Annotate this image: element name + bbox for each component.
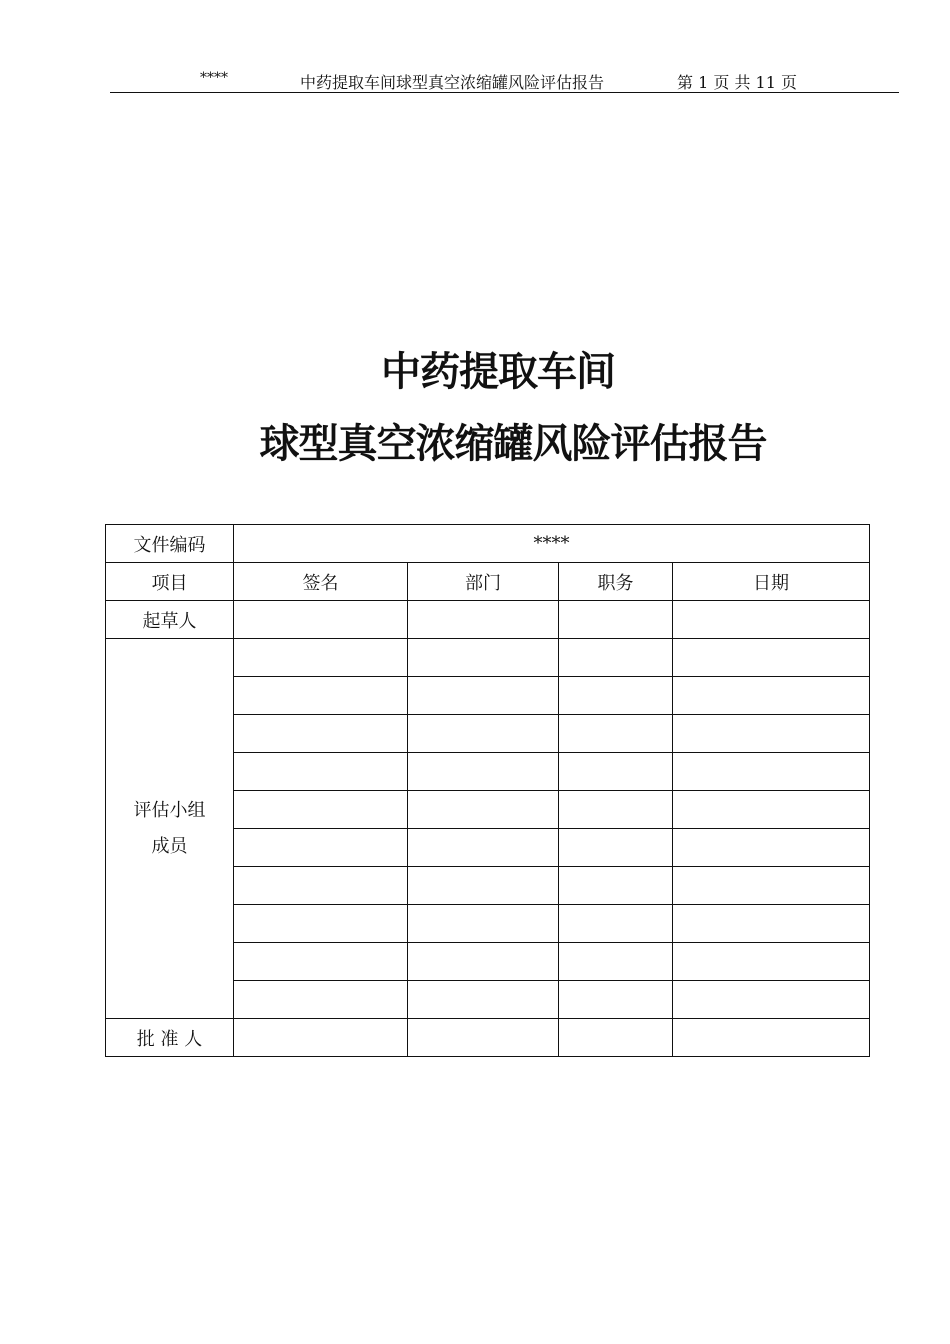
- member-department-cell[interactable]: [408, 753, 559, 791]
- table-row-team-member: [106, 639, 870, 677]
- member-date-cell[interactable]: [673, 639, 870, 677]
- member-position-cell[interactable]: [559, 905, 673, 943]
- header-page-info: 第 1 页 共 11 页: [677, 73, 797, 92]
- drafter-position-cell[interactable]: [559, 601, 673, 639]
- member-department-cell[interactable]: [408, 943, 559, 981]
- signature-table: [105, 524, 870, 1057]
- drafter-label: 起草人: [106, 601, 234, 639]
- member-position-cell[interactable]: [559, 791, 673, 829]
- member-department-cell[interactable]: [408, 981, 559, 1019]
- drafter-department-cell[interactable]: [408, 601, 559, 639]
- column-header-signature: 签名: [234, 563, 408, 601]
- document-title-line1: 中药提取车间: [381, 349, 615, 395]
- member-signature-cell[interactable]: [234, 905, 408, 943]
- member-department-cell[interactable]: [408, 677, 559, 715]
- column-header-position: 职务: [559, 563, 673, 601]
- member-signature-cell[interactable]: [234, 829, 408, 867]
- header-doc-title: 中药提取车间球型真空浓缩罐风险评估报告: [300, 73, 605, 92]
- column-header-department: 部门: [408, 563, 559, 601]
- team-members-label: [106, 639, 234, 1019]
- member-date-cell[interactable]: [673, 677, 870, 715]
- approver-position-cell[interactable]: [559, 1019, 673, 1057]
- member-date-cell[interactable]: [673, 867, 870, 905]
- member-signature-cell[interactable]: [234, 867, 408, 905]
- member-department-cell[interactable]: [408, 867, 559, 905]
- member-signature-cell[interactable]: [234, 981, 408, 1019]
- member-date-cell[interactable]: [673, 791, 870, 829]
- member-signature-cell[interactable]: [234, 791, 408, 829]
- column-header-item: 项目: [106, 563, 234, 601]
- member-date-cell[interactable]: [673, 829, 870, 867]
- member-position-cell[interactable]: [559, 867, 673, 905]
- member-department-cell[interactable]: [408, 791, 559, 829]
- member-date-cell[interactable]: [673, 943, 870, 981]
- member-position-cell[interactable]: [559, 753, 673, 791]
- table-row-approver: [106, 1019, 870, 1057]
- member-department-cell[interactable]: [408, 639, 559, 677]
- member-position-cell[interactable]: [559, 677, 673, 715]
- approver-department-cell[interactable]: [408, 1019, 559, 1057]
- document-title-line2: 球型真空浓缩罐风险评估报告: [259, 421, 767, 467]
- approver-signature-cell[interactable]: [234, 1019, 408, 1057]
- member-signature-cell[interactable]: [234, 715, 408, 753]
- member-position-cell[interactable]: [559, 943, 673, 981]
- member-date-cell[interactable]: [673, 715, 870, 753]
- team-label-line2: 成员: [151, 835, 188, 857]
- member-signature-cell[interactable]: [234, 639, 408, 677]
- table-row-drafter: [106, 601, 870, 639]
- page-header: [110, 66, 899, 93]
- file-code-label: 文件编码: [106, 525, 234, 563]
- file-code-value: ****: [234, 525, 870, 563]
- header-doc-code: ****: [200, 70, 228, 86]
- drafter-signature-cell[interactable]: [234, 601, 408, 639]
- member-department-cell[interactable]: [408, 905, 559, 943]
- table-header-row: [106, 563, 870, 601]
- approver-label: 批 准 人: [106, 1019, 234, 1057]
- member-department-cell[interactable]: [408, 829, 559, 867]
- member-position-cell[interactable]: [559, 829, 673, 867]
- member-department-cell[interactable]: [408, 715, 559, 753]
- member-date-cell[interactable]: [673, 905, 870, 943]
- member-signature-cell[interactable]: [234, 943, 408, 981]
- approver-date-cell[interactable]: [673, 1019, 870, 1057]
- column-header-date: 日期: [673, 563, 870, 601]
- member-date-cell[interactable]: [673, 981, 870, 1019]
- member-position-cell[interactable]: [559, 981, 673, 1019]
- member-signature-cell[interactable]: [234, 677, 408, 715]
- member-position-cell[interactable]: [559, 715, 673, 753]
- drafter-date-cell[interactable]: [673, 601, 870, 639]
- table-row-file-code: [106, 525, 870, 563]
- member-date-cell[interactable]: [673, 753, 870, 791]
- member-position-cell[interactable]: [559, 639, 673, 677]
- member-signature-cell[interactable]: [234, 753, 408, 791]
- team-label-line1: 评估小组: [133, 799, 206, 821]
